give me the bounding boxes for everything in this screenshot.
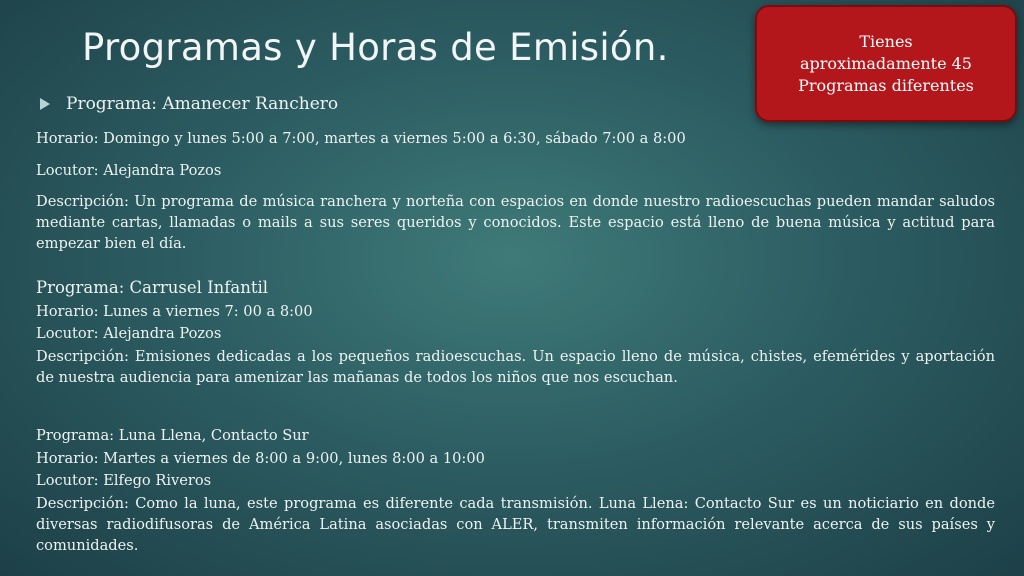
program3-host: Locutor: Elfego Riveros (36, 472, 212, 489)
bullet-item (40, 94, 338, 114)
program1-schedule: Horario: Domingo y lunes 5:00 a 7:00, martes a viernes 5:00 a 6:30, sábado 7:00 a 8:00 (36, 130, 686, 147)
program2-host: Locutor: Alejandra Pozos (36, 325, 222, 342)
program1-description: Descripción: Un programa de música ranchera y norteña con espacios en donde nuestro radioescuchas pueden mandar saludos mediante cartas, llamadas o mails a sus seres queridos y conocidos. Este espacio está lleno de buena música y actitud para empezar bien el día. (36, 193, 995, 252)
program1-name: Programa: Amanecer Ranchero (66, 94, 339, 114)
program3-description: Descripción: Como la luna, este programa es diferente cada transmisión. Luna Llena: Contacto Sur es un noticiario en donde diversas radiodifusoras de América Latina asociadas con ALER, transmiten información relevante acerca de sus países y comunidades. (36, 495, 995, 554)
callout-text: Tienes aproximadamente 45 Programas diferentes (798, 31, 974, 95)
program1-host: Locutor: Alejandra Pozos (36, 162, 222, 179)
program3-schedule: Horario: Martes a viernes de 8:00 a 9:00, lunes 8:00 a 10:00 (36, 450, 485, 467)
program2-description: Descripción: Emisiones dedicadas a los pequeños radioescuchas. Un espacio lleno de música, chistes, efemérides y aportación de nuestra audiencia para amenizar las mañanas de todos los niños que nos escuchan. (36, 348, 995, 386)
program3-name: Programa: Luna Llena, Contacto Sur (36, 427, 309, 444)
callout-box (755, 5, 1017, 122)
program2-schedule: Horario: Lunes a viernes 7: 00 a 8:00 (36, 303, 313, 320)
slide-title: Programas y Horas de Emisión. (82, 26, 669, 69)
triangle-bullet-icon (40, 98, 50, 110)
program2-name: Programa: Carrusel Infantil (36, 278, 269, 297)
